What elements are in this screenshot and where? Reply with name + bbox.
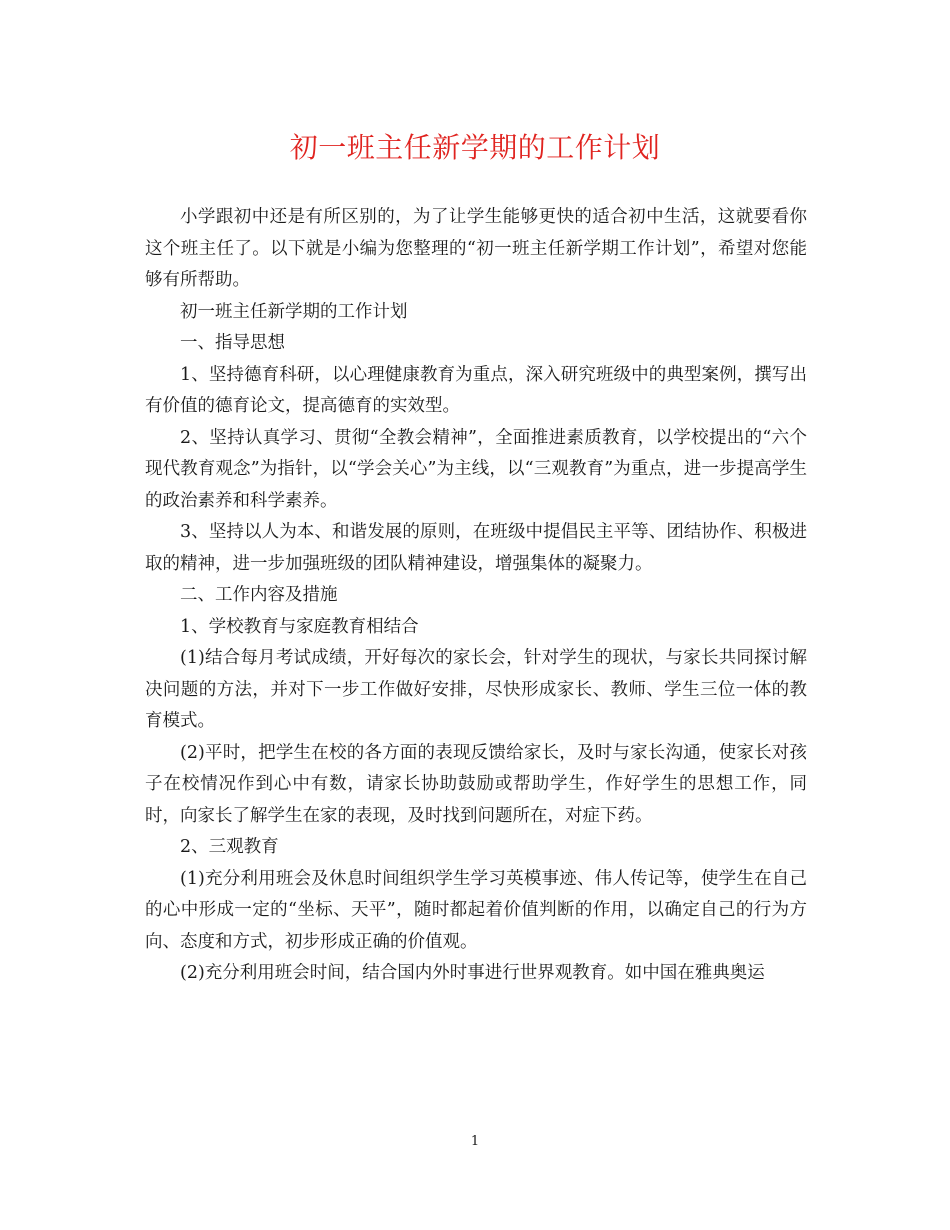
- paragraph-subtitle: 初一班主任新学期的工作计划: [180, 301, 408, 322]
- paragraph-subitem-1-2: (2)平时，把学生在校的各方面的表现反馈给家长，及时与家长沟通，使家长对孩子在校情况作到心中有数，请家长协助鼓励或帮助学生，作好学生的思想工作，同时，向家长了解学生在家的表现，及时找到问题所在，对症下药。: [145, 742, 807, 826]
- section-heading-work-content: 二、工作内容及措施: [180, 585, 338, 605]
- paragraph-subitem-2-2: (2)充分利用班会时间，结合国内外时事进行世界观教育。如中国在雅典奥运: [180, 963, 765, 983]
- document-body: [145, 202, 807, 990]
- paragraph-item-1: 1、坚持德育科研，以心理健康教育为重点，深入研究班级中的典型案例，撰写出有价值的德育论文，提高德育的实效型。: [145, 364, 807, 416]
- section-heading-guiding-ideology: 一、指导思想: [180, 333, 285, 353]
- subsection-heading-school-family: 1、学校教育与家庭教育相结合: [180, 616, 419, 637]
- paragraph-intro: 小学跟初中还是有所区别的，为了让学生能够更快的适合初中生活，这就要看你这个班主任了。以下就是小编为您整理的“初一班主任新学期工作计划”，希望对您能够有所帮助。: [145, 207, 807, 290]
- paragraph-subitem-1-1: (1)结合每月考试成绩，开好每次的家长会，针对学生的现状，与家长共同探讨解决问题的方法，并对下一步工作做好安排，尽快形成家长、教师、学生三位一体的教育模式。: [145, 648, 807, 731]
- paragraph-item-3: 3、坚持以人为本、和谐发展的原则，在班级中提倡民主平等、团结协作、积极进取的精神，进一步加强班级的团队精神建设，增强集体的凝聚力。: [145, 522, 807, 574]
- document-title: 初一班主任新学期的工作计划: [289, 131, 661, 164]
- paragraph-item-2: 2、坚持认真学习、贯彻“全教会精神”，全面推进素质教育，以学校提出的“六个现代教育观念”为指针，以“学会关心”为主线，以“三观教育”为重点，进一步提高学生的政治素养和科学素养。: [145, 427, 807, 511]
- paragraph-subitem-2-1: (1)充分利用班会及休息时间组织学生学习英模事迹、伟人传记等，使学生在自己的心中形成一定的“坐标、天平”，随时都起着价值判断的作用，以确定自己的行为方向、态度和方式，初步形成正确的价值观。: [145, 868, 807, 952]
- subsection-heading-three-views: 2、三观教育: [180, 837, 279, 857]
- page-number: 1: [470, 1134, 480, 1149]
